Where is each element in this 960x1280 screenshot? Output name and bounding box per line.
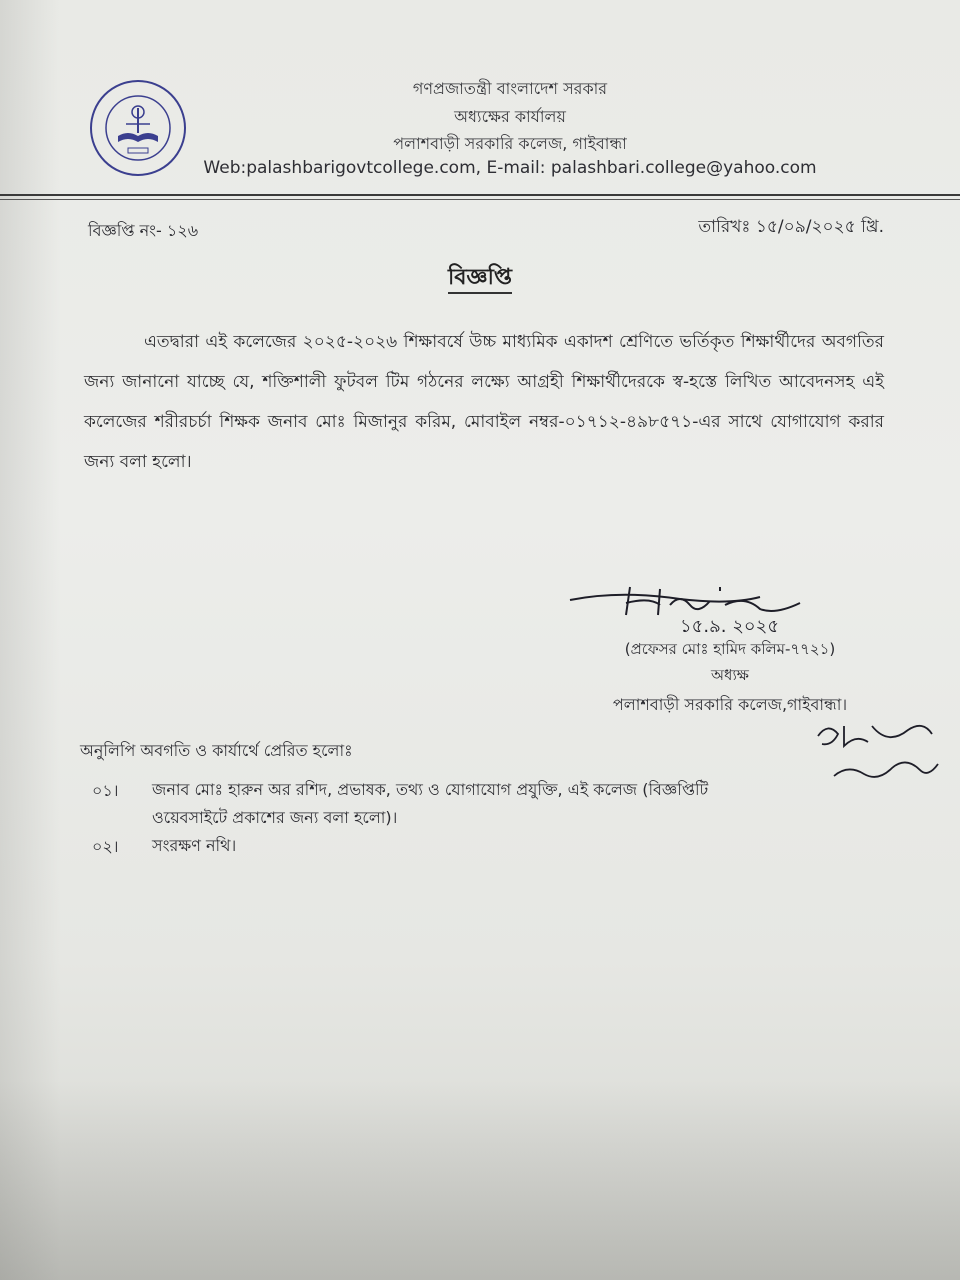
cc-heading: অনুলিপি অবগতি ও কার্যার্থে প্রেরিত হলোঃ (80, 741, 353, 760)
header-college: পলাশবাড়ী সরকারি কলেজ, গাইবান্ধা (393, 134, 627, 153)
header-web-email: Web:palashbarigovtcollege.com, E-mail: palashbari.college@yahoo.com (203, 158, 817, 178)
notice-title-text: বিজ্ঞপ্তি (448, 265, 512, 294)
header-office: অধ্যক্ষের কার্যালয় (454, 107, 566, 126)
memo-number: বিজ্ঞপ্তি নং- ১২৬ (88, 221, 199, 240)
header-rule-thin (0, 199, 960, 200)
shadow-bottom (0, 1080, 960, 1280)
college-logo-icon (88, 78, 188, 178)
memo-date: তারিখঃ ১৫/০৯/২০২৫ খ্রি. (698, 217, 884, 237)
signature-date: ১৫.৯. ২০২৫ (680, 616, 779, 637)
header-government: গণপ্রজাতন্ত্রী বাংলাদেশ সরকার (412, 79, 608, 98)
header-rule-thick (0, 194, 960, 196)
notice-body: এতদ্বারা এই কলেজের ২০২৫-২০২৬ শিক্ষাবর্ষে উচ্চ মাধ্যমিক একাদশ শ্রেণিতে ভর্তিকৃত শিক্ষার্থীদের অবগতির জন্য জানানো যাচ্ছে যে, শক্তিশালী ফুটবল টিম গঠনের লক্ষ্যে আগ্রহী শিক্ষার্থীদেরকে স্ব-হস্তে লিখিত আবেদনসহ এই কলেজের শরীরচর্চা শিক্ষক জনাব মোঃ মিজানুর করিম, মোবাইল নম্বর-০১৭১২-৪৯৮৫৭১-এর সাথে যোগাযোগ করার জন্য বলা হলো। (84, 332, 884, 472)
received-signature (808, 716, 948, 796)
principal-designation: অধ্যক্ষ (711, 666, 749, 684)
notice-title (0, 260, 960, 297)
cc-item-text: জনাব মোঃ হারুন অর রশিদ, প্রভাষক, তথ্য ও যোগাযোগ প্রযুক্তি, এই কলেজ (বিজ্ঞপ্তিটি ওয়েবসাইটে প্রকাশের জন্য বলা হলো)। (152, 780, 709, 827)
principal-college: পলাশবাড়ী সরকারি কলেজ,গাইবান্ধা। (612, 695, 848, 714)
cc-item-number: ০১। (92, 781, 119, 800)
cc-item-text: সংরক্ষণ নথি। (152, 836, 237, 855)
principal-name: (প্রফেসর মোঃ হামিদ কলিম-৭৭২১) (624, 640, 836, 658)
cc-item-number: ০২। (92, 837, 119, 856)
